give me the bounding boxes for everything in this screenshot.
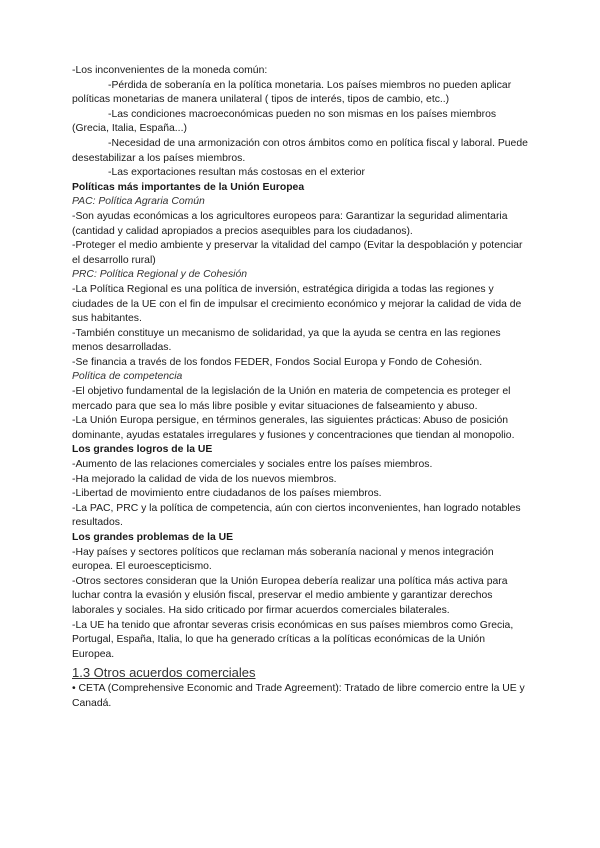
subheading: PAC: Política Agraria Común bbox=[72, 196, 205, 208]
paragraph: -También constituye un mecanismo de solidaridad, ya que la ayuda se centra en las regiones menos desarrolladas. bbox=[72, 327, 501, 354]
paragraph: -Aumento de las relaciones comerciales y sociales entre los países miembros. bbox=[72, 459, 433, 471]
paragraph: -Las exportaciones resultan más costosas en el exterior bbox=[108, 167, 366, 179]
paragraph: -Otros sectores consideran que la Unión Europea debería realizar una política más activa para luchar contra la evasión y elusión fiscal, preservar el medio ambiente y garantizar derechos laborales y sociales. Ha sido criticado por firmar acuerdos comerciales bilaterales. bbox=[72, 575, 508, 616]
paragraph: -Se financia a través de los fondos FEDER, Fondos Social Europa y Fondo de Cohesión. bbox=[72, 356, 483, 368]
subheading: Política de competencia bbox=[72, 371, 183, 383]
section-heading: Políticas más importantes de la Unión Europea bbox=[72, 181, 305, 193]
paragraph: -La UE ha tenido que afrontar severas crisis económicas en sus países miembros como Grecia, Portugal, España, Italia, lo que ha generado críticas a la políticas económicas de la Unión Europea. bbox=[72, 619, 514, 660]
paragraph: -Necesidad de una armonización con otros ámbitos como en política fiscal y laboral. Puede desestabilizar a los países miembros. bbox=[72, 137, 528, 164]
section-title: 1.3 Otros acuerdos comerciales bbox=[72, 665, 256, 681]
paragraph: -Libertad de movimiento entre ciudadanos de los países miembros. bbox=[72, 488, 382, 500]
paragraph: -Los inconvenientes de la moneda común: bbox=[72, 65, 268, 76]
paragraph: -El objetivo fundamental de la legislación de la Unión en materia de competencia es proteger el mercado para que sea lo más libre posible y evitar situaciones de falseamiento y abuso. bbox=[72, 386, 511, 412]
paragraph: -La Política Regional es una política de inversión, estratégica dirigida a todas las regiones y ciudades de la UE con el fin de impulsar el crecimiento económico y mejorar la calidad de vida de sus habitantes. bbox=[72, 283, 522, 325]
paragraph: -Hay países y sectores políticos que reclaman más soberanía nacional y menos integración europea. El euroescepticismo. bbox=[72, 546, 494, 573]
subheading: PRC: Política Regional y de Cohesión bbox=[72, 269, 248, 281]
paragraph: -Son ayudas económicas a los agricultores europeos para: Garantizar la seguridad alimentaria (cantidad y calidad apropiados a precios asequibles para los ciudadanos). bbox=[72, 210, 508, 237]
section-heading: Los grandes logros de la UE bbox=[72, 444, 213, 456]
paragraph: -La Unión Europa persigue, en términos generales, las siguientes prácticas: Abuso de posición dominante, ayudas estatales irregulares y fusiones y concentraciones que tiendan al monopolio. bbox=[72, 415, 515, 441]
section-heading: Los grandes problemas de la UE bbox=[72, 532, 234, 543]
paragraph: -Pérdida de soberanía en la política monetaria. Los países miembros no pueden aplicar políticas monetarias de manera unilateral ( tipos de interés, tipos de cambio, etc..) bbox=[72, 79, 512, 106]
paragraph: -La PAC, PRC y la política de competencia, aún con ciertos inconvenientes, han logrado notables resultados. bbox=[72, 502, 521, 529]
paragraph: • CETA (Comprehensive Economic and Trade Agreement): Tratado de libre comercio entre la UE y Canadá. bbox=[72, 683, 525, 709]
paragraph: -Las condiciones macroeconómicas pueden no son mismas en los países miembros (Grecia, Italia, España...) bbox=[72, 108, 497, 135]
paragraph: -Ha mejorado la calidad de vida de los nuevos miembros. bbox=[72, 473, 337, 485]
paragraph: -Proteger el medio ambiente y preservar la vitalidad del campo (Evitar la despoblación y potenciar el desarrollo rural) bbox=[72, 240, 523, 266]
